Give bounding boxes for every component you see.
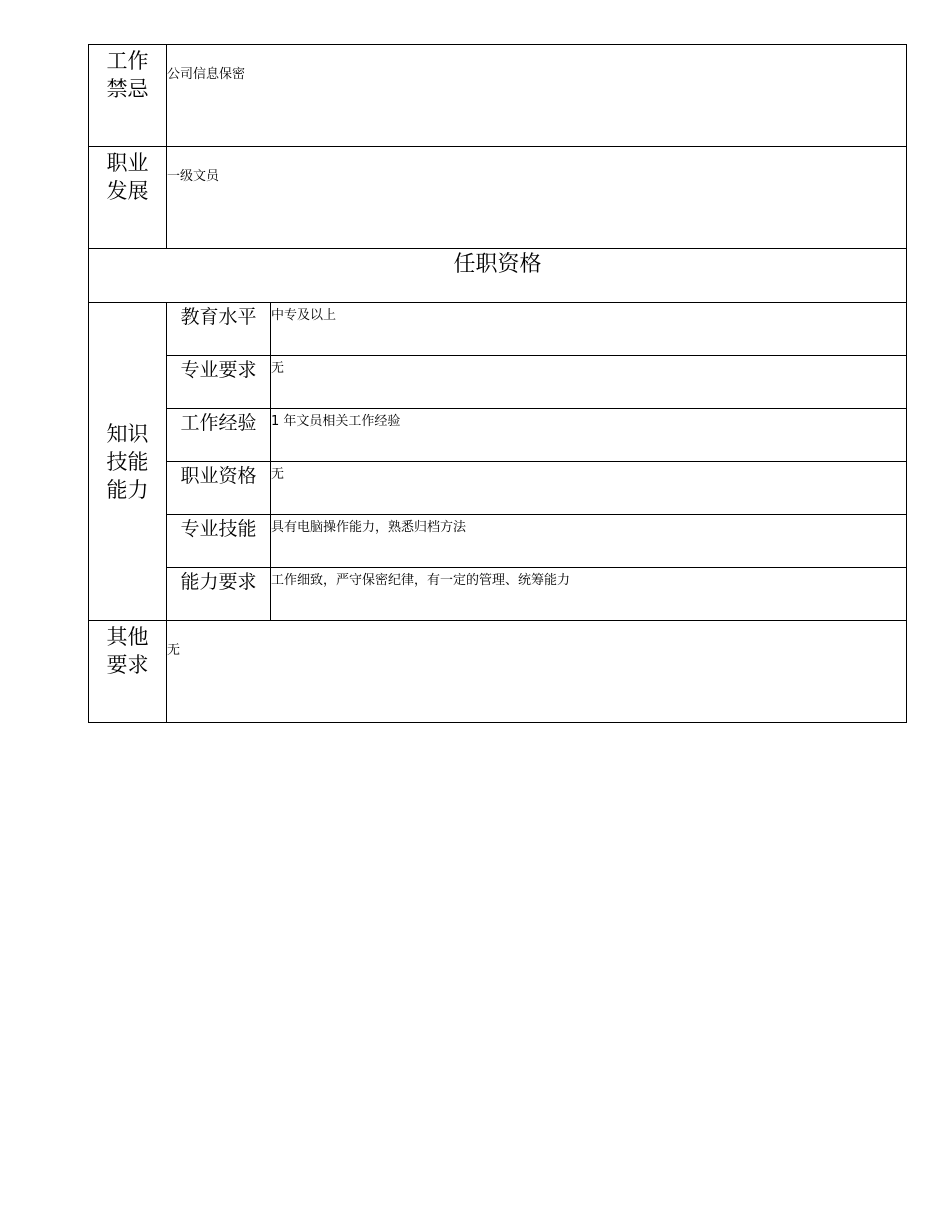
other-requirements-label: 其他要求	[106, 625, 149, 677]
table-row-knowledge-item	[89, 568, 907, 621]
career-development-value: 一级文员	[167, 169, 220, 184]
knowledge-group-label: 知识技能能力	[106, 421, 149, 502]
work-experience-label: 工作经验	[167, 409, 271, 462]
work-experience-value: 1 年文员相关工作经验	[271, 409, 907, 462]
other-requirements-value: 无	[167, 643, 181, 658]
major-requirement-value: 无	[271, 356, 907, 409]
education-level-value: 中专及以上	[271, 303, 907, 356]
table-row-work-taboo	[89, 45, 907, 147]
ability-requirement-value: 工作细致，严守保密纪律，有一定的管理、统筹能力	[271, 568, 907, 621]
table-row-knowledge-item	[89, 303, 907, 356]
table-row-knowledge-item	[89, 409, 907, 462]
other-requirements-label-cell	[89, 621, 167, 723]
major-requirement-label: 专业要求	[167, 356, 271, 409]
table-row-other-requirements	[89, 621, 907, 723]
ability-requirement-label: 能力要求	[167, 568, 271, 621]
work-taboo-value-cell	[167, 45, 907, 147]
professional-skill-label: 专业技能	[167, 515, 271, 568]
work-taboo-label: 工作禁忌	[106, 49, 149, 101]
job-description-table	[88, 44, 907, 723]
education-level-label: 教育水平	[167, 303, 271, 356]
qualification-value: 无	[271, 462, 907, 515]
section-title: 任职资格	[89, 249, 907, 303]
table-row-knowledge-item	[89, 462, 907, 515]
table-row-knowledge-item	[89, 356, 907, 409]
career-development-label-cell	[89, 147, 167, 249]
table-row-knowledge-item	[89, 515, 907, 568]
table-row-section-title	[89, 249, 907, 303]
qualification-label: 职业资格	[167, 462, 271, 515]
professional-skill-value: 具有电脑操作能力，熟悉归档方法	[271, 515, 907, 568]
table-row-career-development	[89, 147, 907, 249]
career-development-value-cell	[167, 147, 907, 249]
work-taboo-value: 公司信息保密	[167, 67, 246, 82]
other-requirements-value-cell	[167, 621, 907, 723]
knowledge-group-cell	[89, 303, 167, 621]
work-taboo-label-cell	[89, 45, 167, 147]
career-development-label: 职业发展	[106, 151, 149, 203]
